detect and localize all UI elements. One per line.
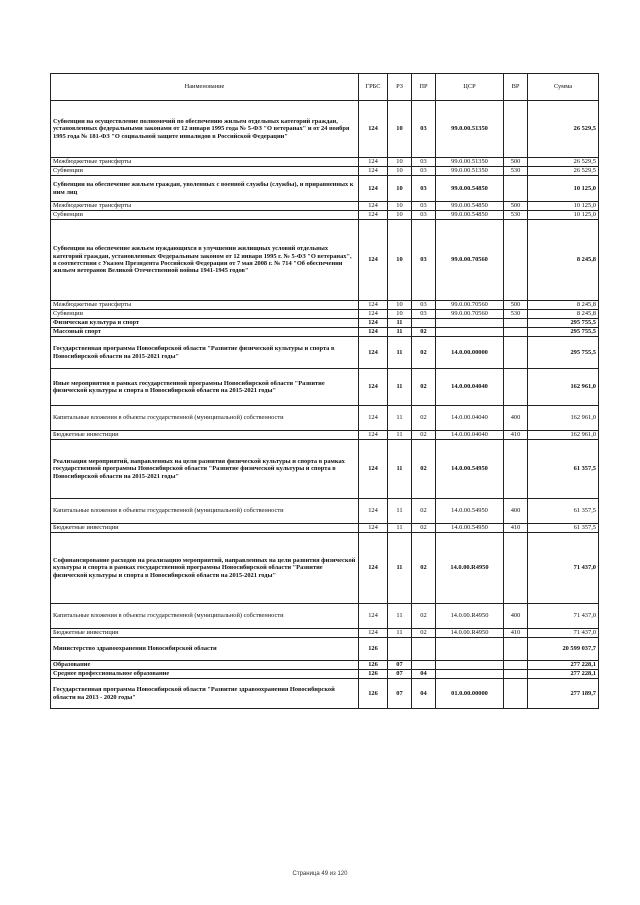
csr-cell: 14.0.00.04040 bbox=[436, 369, 504, 406]
rz-cell: 07 bbox=[388, 661, 412, 670]
page-number: Страница 49 из 120 bbox=[292, 871, 348, 877]
budget-table bbox=[50, 73, 599, 709]
grbs-cell: 126 bbox=[359, 638, 388, 661]
csr-cell: 14.0.00.54950 bbox=[436, 440, 504, 499]
table-row bbox=[51, 301, 599, 310]
table-row bbox=[51, 406, 599, 431]
table-row bbox=[51, 524, 599, 533]
csr-cell: 14.0.00.00000 bbox=[436, 337, 504, 369]
grbs-cell: 124 bbox=[359, 310, 388, 319]
vr-cell: 500 bbox=[504, 158, 528, 167]
sum-cell: 8 245,8 bbox=[528, 301, 599, 310]
column-header: ВР bbox=[504, 74, 528, 101]
sum-cell: 8 245,8 bbox=[528, 220, 599, 301]
sum-cell: 26 529,5 bbox=[528, 158, 599, 167]
grbs-cell: 124 bbox=[359, 176, 388, 202]
pr-cell: 02 bbox=[412, 431, 436, 440]
grbs-cell: 124 bbox=[359, 202, 388, 211]
rz-cell: 10 bbox=[388, 310, 412, 319]
pr-cell: 02 bbox=[412, 369, 436, 406]
name-cell: Среднее профессиональное образование bbox=[51, 670, 359, 679]
column-header: Сумма bbox=[528, 74, 599, 101]
table-row bbox=[51, 328, 599, 337]
pr-cell: 02 bbox=[412, 629, 436, 638]
vr-cell: 500 bbox=[504, 202, 528, 211]
vr-cell: 400 bbox=[504, 499, 528, 524]
table-row bbox=[51, 431, 599, 440]
vr-cell bbox=[504, 440, 528, 499]
table-row bbox=[51, 101, 599, 158]
csr-cell: 99.0.00.70560 bbox=[436, 301, 504, 310]
pr-cell: 02 bbox=[412, 328, 436, 337]
csr-cell: 14.0.00.54950 bbox=[436, 524, 504, 533]
name-cell: Межбюджетные трансферты bbox=[51, 158, 359, 167]
grbs-cell: 124 bbox=[359, 220, 388, 301]
name-cell: Межбюджетные трансферты bbox=[51, 202, 359, 211]
csr-cell: 99.0.00.70560 bbox=[436, 310, 504, 319]
name-cell: Физическая культура и спорт bbox=[51, 319, 359, 328]
table-row bbox=[51, 533, 599, 604]
table-row bbox=[51, 167, 599, 176]
grbs-cell: 124 bbox=[359, 440, 388, 499]
csr-cell: 14.0.00.R4950 bbox=[436, 604, 504, 629]
csr-cell bbox=[436, 661, 504, 670]
vr-cell bbox=[504, 328, 528, 337]
pr-cell: 03 bbox=[412, 167, 436, 176]
rz-cell: 10 bbox=[388, 202, 412, 211]
grbs-cell: 124 bbox=[359, 158, 388, 167]
rz-cell: 11 bbox=[388, 604, 412, 629]
rz-cell: 11 bbox=[388, 533, 412, 604]
name-cell: Реализация мероприятий, направленных на цели развития физической культуры и спорта в рамках государственной программы Новосибирской области "Развитие физической культуры и спорта в Новосибирской области на 2015-2021 годы" bbox=[51, 440, 359, 499]
sum-cell: 295 755,5 bbox=[528, 319, 599, 328]
grbs-cell: 124 bbox=[359, 604, 388, 629]
csr-cell bbox=[436, 670, 504, 679]
sum-cell: 8 245,8 bbox=[528, 310, 599, 319]
vr-cell bbox=[504, 220, 528, 301]
csr-cell: 99.0.00.54850 bbox=[436, 211, 504, 220]
name-cell: Иные мероприятия в рамках государственной программы Новосибирской области "Развитие физической культуры и спорта в Новосибирской области на 2015-2021 годы" bbox=[51, 369, 359, 406]
vr-cell bbox=[504, 369, 528, 406]
vr-cell bbox=[504, 337, 528, 369]
table-row bbox=[51, 158, 599, 167]
vr-cell bbox=[504, 661, 528, 670]
pr-cell: 03 bbox=[412, 101, 436, 158]
sum-cell: 277 228,1 bbox=[528, 670, 599, 679]
csr-cell bbox=[436, 319, 504, 328]
table-row bbox=[51, 211, 599, 220]
name-cell: Капитальные вложения в объекты государственной (муниципальной) собственности bbox=[51, 406, 359, 431]
name-cell: Межбюджетные трансферты bbox=[51, 301, 359, 310]
pr-cell: 03 bbox=[412, 220, 436, 301]
rz-cell: 11 bbox=[388, 440, 412, 499]
sum-cell: 162 961,0 bbox=[528, 406, 599, 431]
pr-cell: 02 bbox=[412, 440, 436, 499]
name-cell: Образование bbox=[51, 661, 359, 670]
rz-cell: 10 bbox=[388, 220, 412, 301]
pr-cell: 03 bbox=[412, 202, 436, 211]
rz-cell bbox=[388, 638, 412, 661]
pr-cell: 02 bbox=[412, 524, 436, 533]
column-header: ГРБС bbox=[359, 74, 388, 101]
table-row bbox=[51, 337, 599, 369]
table-row bbox=[51, 369, 599, 406]
sum-cell: 10 125,0 bbox=[528, 202, 599, 211]
pr-cell: 04 bbox=[412, 670, 436, 679]
csr-cell: 99.0.00.51350 bbox=[436, 167, 504, 176]
vr-cell bbox=[504, 679, 528, 709]
name-cell: Субвенции на обеспечение жильем нуждающихся в улучшении жилищных условий отдельных категорий граждан, установленных Федеральным законом от 12 января 1995 г. № 5-ФЗ "О ветеранах", в соответствии с Указом Президента Российской Федерации от 7 мая 2008 г. № 714 "Об обеспечении жильем ветеранов Великой Отечественной войны 1941-1945 годов" bbox=[51, 220, 359, 301]
table-body bbox=[51, 74, 599, 709]
grbs-cell: 126 bbox=[359, 661, 388, 670]
sum-cell: 162 961,0 bbox=[528, 369, 599, 406]
rz-cell: 11 bbox=[388, 629, 412, 638]
grbs-cell: 124 bbox=[359, 328, 388, 337]
grbs-cell: 124 bbox=[359, 301, 388, 310]
table-row bbox=[51, 638, 599, 661]
grbs-cell: 124 bbox=[359, 431, 388, 440]
pr-cell bbox=[412, 638, 436, 661]
csr-cell: 99.0.00.70560 bbox=[436, 220, 504, 301]
rz-cell: 11 bbox=[388, 499, 412, 524]
vr-cell: 410 bbox=[504, 431, 528, 440]
vr-cell: 410 bbox=[504, 629, 528, 638]
pr-cell: 03 bbox=[412, 301, 436, 310]
rz-cell: 11 bbox=[388, 328, 412, 337]
name-cell: Капитальные вложения в объекты государственной (муниципальной) собственности bbox=[51, 499, 359, 524]
name-cell: Субвенции bbox=[51, 310, 359, 319]
rz-cell: 10 bbox=[388, 167, 412, 176]
table-row bbox=[51, 176, 599, 202]
sum-cell: 26 529,5 bbox=[528, 101, 599, 158]
csr-cell: 99.0.00.51350 bbox=[436, 101, 504, 158]
grbs-cell: 124 bbox=[359, 319, 388, 328]
rz-cell: 10 bbox=[388, 101, 412, 158]
name-cell: Субвенции bbox=[51, 211, 359, 220]
rz-cell: 11 bbox=[388, 337, 412, 369]
pr-cell: 02 bbox=[412, 337, 436, 369]
vr-cell: 530 bbox=[504, 167, 528, 176]
column-header: ЦСР bbox=[436, 74, 504, 101]
csr-cell: 14.0.00.04040 bbox=[436, 406, 504, 431]
pr-cell bbox=[412, 319, 436, 328]
csr-cell: 99.0.00.54850 bbox=[436, 176, 504, 202]
pr-cell: 02 bbox=[412, 533, 436, 604]
name-cell: Массовый спорт bbox=[51, 328, 359, 337]
csr-cell bbox=[436, 638, 504, 661]
pr-cell: 02 bbox=[412, 406, 436, 431]
vr-cell: 530 bbox=[504, 211, 528, 220]
grbs-cell: 124 bbox=[359, 629, 388, 638]
grbs-cell: 126 bbox=[359, 679, 388, 709]
sum-cell: 61 357,5 bbox=[528, 524, 599, 533]
pr-cell: 03 bbox=[412, 310, 436, 319]
sum-cell: 10 125,0 bbox=[528, 176, 599, 202]
table-row bbox=[51, 661, 599, 670]
pr-cell: 02 bbox=[412, 604, 436, 629]
sum-cell: 71 437,0 bbox=[528, 629, 599, 638]
pr-cell: 03 bbox=[412, 211, 436, 220]
sum-cell: 61 357,5 bbox=[528, 440, 599, 499]
table-row bbox=[51, 319, 599, 328]
name-cell: Бюджетные инвестиции bbox=[51, 431, 359, 440]
vr-cell bbox=[504, 101, 528, 158]
sum-cell: 71 437,0 bbox=[528, 604, 599, 629]
grbs-cell: 124 bbox=[359, 369, 388, 406]
sum-cell: 71 437,0 bbox=[528, 533, 599, 604]
vr-cell: 530 bbox=[504, 310, 528, 319]
sum-cell: 277 189,7 bbox=[528, 679, 599, 709]
sum-cell: 10 125,0 bbox=[528, 211, 599, 220]
vr-cell bbox=[504, 670, 528, 679]
table-row bbox=[51, 679, 599, 709]
rz-cell: 10 bbox=[388, 211, 412, 220]
pr-cell: 03 bbox=[412, 158, 436, 167]
sum-cell: 162 961,0 bbox=[528, 431, 599, 440]
table-row bbox=[51, 670, 599, 679]
column-header: ПР bbox=[412, 74, 436, 101]
rz-cell: 11 bbox=[388, 319, 412, 328]
csr-cell: 99.0.00.51350 bbox=[436, 158, 504, 167]
table-row bbox=[51, 629, 599, 638]
name-cell: Бюджетные инвестиции bbox=[51, 524, 359, 533]
name-cell: Капитальные вложения в объекты государственной (муниципальной) собственности bbox=[51, 604, 359, 629]
grbs-cell: 124 bbox=[359, 533, 388, 604]
rz-cell: 10 bbox=[388, 158, 412, 167]
grbs-cell: 124 bbox=[359, 211, 388, 220]
grbs-cell: 124 bbox=[359, 101, 388, 158]
vr-cell: 400 bbox=[504, 406, 528, 431]
grbs-cell: 124 bbox=[359, 167, 388, 176]
rz-cell: 11 bbox=[388, 524, 412, 533]
name-cell: Государственная программа Новосибирской области "Развитие физической культуры и спорта в Новосибирской области на 2015-2021 годы" bbox=[51, 337, 359, 369]
name-cell: Министерство здравоохранения Новосибирской области bbox=[51, 638, 359, 661]
grbs-cell: 124 bbox=[359, 499, 388, 524]
name-cell: Субвенции на осуществление полномочий по обеспечению жильем отдельных категорий граждан, установленных федеральными законами от 12 января 1995 года № 5-ФЗ "О ветеранах" и от 24 ноября 1995 года № 181-ФЗ "О социальной защите инвалидов в Российской Федерации" bbox=[51, 101, 359, 158]
column-header: РЗ bbox=[388, 74, 412, 101]
table-header-row bbox=[51, 74, 599, 101]
csr-cell: 14.0.00.R4950 bbox=[436, 533, 504, 604]
grbs-cell: 124 bbox=[359, 337, 388, 369]
vr-cell bbox=[504, 319, 528, 328]
table-row bbox=[51, 220, 599, 301]
pr-cell bbox=[412, 661, 436, 670]
table-row bbox=[51, 310, 599, 319]
sum-cell: 20 599 037,7 bbox=[528, 638, 599, 661]
sum-cell: 26 529,5 bbox=[528, 167, 599, 176]
rz-cell: 11 bbox=[388, 369, 412, 406]
sum-cell: 277 228,1 bbox=[528, 661, 599, 670]
vr-cell: 410 bbox=[504, 524, 528, 533]
rz-cell: 11 bbox=[388, 406, 412, 431]
vr-cell: 400 bbox=[504, 604, 528, 629]
pr-cell: 03 bbox=[412, 176, 436, 202]
sum-cell: 295 755,5 bbox=[528, 328, 599, 337]
column-header: Наименование bbox=[51, 74, 359, 101]
table-row bbox=[51, 604, 599, 629]
name-cell: Субвенции на обеспечение жильем граждан, уволенных с военной службы (службы), и приравненных к ним лиц bbox=[51, 176, 359, 202]
vr-cell: 500 bbox=[504, 301, 528, 310]
vr-cell bbox=[504, 533, 528, 604]
name-cell: Государственная программа Новосибирской области "Развитие здравоохранения Новосибирской области на 2013 - 2020 годы" bbox=[51, 679, 359, 709]
name-cell: Бюджетные инвестиции bbox=[51, 629, 359, 638]
pr-cell: 04 bbox=[412, 679, 436, 709]
csr-cell: 99.0.00.54850 bbox=[436, 202, 504, 211]
rz-cell: 10 bbox=[388, 301, 412, 310]
table-row bbox=[51, 202, 599, 211]
grbs-cell: 124 bbox=[359, 524, 388, 533]
csr-cell bbox=[436, 328, 504, 337]
grbs-cell: 124 bbox=[359, 406, 388, 431]
csr-cell: 14.0.00.R4950 bbox=[436, 629, 504, 638]
csr-cell: 14.0.00.54950 bbox=[436, 499, 504, 524]
grbs-cell: 126 bbox=[359, 670, 388, 679]
sum-cell: 61 357,5 bbox=[528, 499, 599, 524]
name-cell: Софинансирование расходов на реализацию мероприятий, направленных на цели развития физической культуры и спорта в рамках государственной программы Новосибирской области "Развитие физической культуры и спорта в Новосибирской области на 2015-2021 годы" bbox=[51, 533, 359, 604]
rz-cell: 07 bbox=[388, 670, 412, 679]
vr-cell bbox=[504, 638, 528, 661]
rz-cell: 10 bbox=[388, 176, 412, 202]
name-cell: Субвенции bbox=[51, 167, 359, 176]
table-row bbox=[51, 499, 599, 524]
rz-cell: 11 bbox=[388, 431, 412, 440]
table-row bbox=[51, 440, 599, 499]
csr-cell: 14.0.00.04040 bbox=[436, 431, 504, 440]
vr-cell bbox=[504, 176, 528, 202]
rz-cell: 07 bbox=[388, 679, 412, 709]
csr-cell: 01.0.00.00000 bbox=[436, 679, 504, 709]
sum-cell: 295 755,5 bbox=[528, 337, 599, 369]
pr-cell: 02 bbox=[412, 499, 436, 524]
